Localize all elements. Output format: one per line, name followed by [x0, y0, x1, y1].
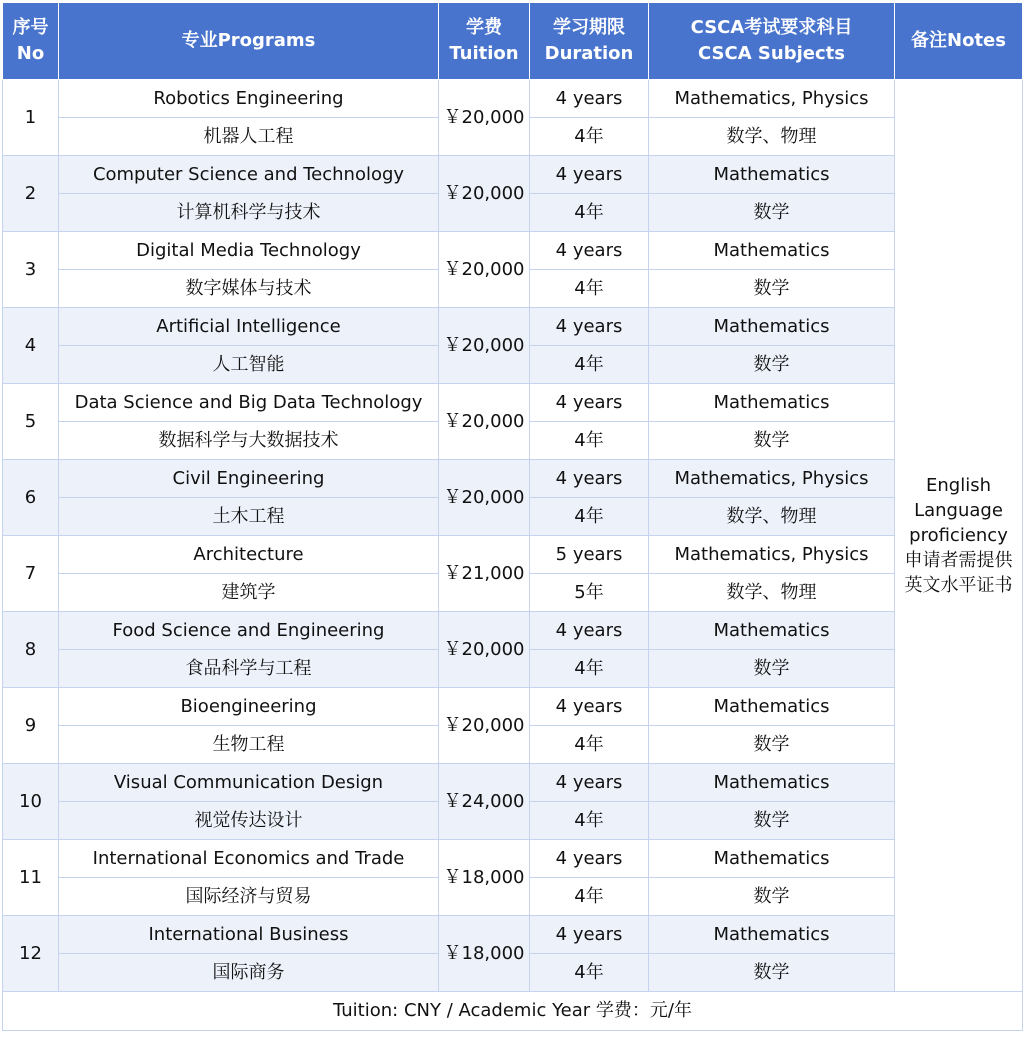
tuition-cell: ￥20,000: [439, 308, 530, 384]
subjects-en: Mathematics: [649, 840, 895, 878]
row-number: 3: [3, 232, 59, 308]
subjects-cn: 数学: [649, 954, 895, 992]
header-notes: 备注Notes: [895, 3, 1023, 80]
header-subjects: CSCA考试要求科目 CSCA Subjects: [649, 3, 895, 80]
table-header: [3, 3, 1023, 80]
row-number: 10: [3, 764, 59, 840]
program-name-cn: 数据科学与大数据技术: [59, 422, 439, 460]
subjects-cn: 数学: [649, 650, 895, 688]
duration-en: 4 years: [530, 764, 649, 802]
duration-en: 5 years: [530, 536, 649, 574]
program-name-en: Food Science and Engineering: [59, 612, 439, 650]
program-name-en: Civil Engineering: [59, 460, 439, 498]
duration-cn: 4年: [530, 954, 649, 992]
subjects-cn: 数学: [649, 346, 895, 384]
tuition-cell: ￥20,000: [439, 232, 530, 308]
table-row: [3, 156, 1023, 194]
tuition-cell: ￥18,000: [439, 916, 530, 992]
tuition-footnote: Tuition: CNY / Academic Year 学费：元/年: [3, 992, 1023, 1031]
subjects-en: Mathematics: [649, 156, 895, 194]
duration-en: 4 years: [530, 840, 649, 878]
program-name-cn: 生物工程: [59, 726, 439, 764]
program-name-en: Bioengineering: [59, 688, 439, 726]
row-number: 9: [3, 688, 59, 764]
program-name-cn: 机器人工程: [59, 118, 439, 156]
program-name-cn: 人工智能: [59, 346, 439, 384]
duration-en: 4 years: [530, 612, 649, 650]
duration-cn: 4年: [530, 118, 649, 156]
duration-cn: 4年: [530, 422, 649, 460]
tuition-cell: ￥24,000: [439, 764, 530, 840]
header-tuition: 学费 Tuition: [439, 3, 530, 80]
program-name-cn: 数字媒体与技术: [59, 270, 439, 308]
duration-cn: 4年: [530, 270, 649, 308]
subjects-en: Mathematics: [649, 688, 895, 726]
tuition-cell: ￥18,000: [439, 840, 530, 916]
duration-cn: 4年: [530, 346, 649, 384]
table-row: [3, 612, 1023, 650]
program-name-en: Data Science and Big Data Technology: [59, 384, 439, 422]
table-row: [3, 80, 1023, 118]
tuition-cell: ￥20,000: [439, 688, 530, 764]
notes-line: 英文水平证书: [904, 575, 1013, 596]
duration-en: 4 years: [530, 384, 649, 422]
table-row: [3, 688, 1023, 726]
table-row: [3, 916, 1023, 954]
row-number: 2: [3, 156, 59, 232]
duration-cn: 4年: [530, 650, 649, 688]
program-name-en: Artificial Intelligence: [59, 308, 439, 346]
notes-line: Language: [914, 500, 1003, 521]
program-name-en: Computer Science and Technology: [59, 156, 439, 194]
program-name-cn: 建筑学: [59, 574, 439, 612]
subjects-en: Mathematics: [649, 764, 895, 802]
subjects-en: Mathematics, Physics: [649, 536, 895, 574]
tuition-cell: ￥20,000: [439, 460, 530, 536]
subjects-en: Mathematics: [649, 232, 895, 270]
subjects-cn: 数学: [649, 802, 895, 840]
duration-en: 4 years: [530, 232, 649, 270]
programs-table: [2, 2, 1023, 1031]
footer-row: [3, 992, 1023, 1031]
subjects-en: Mathematics: [649, 916, 895, 954]
duration-cn: 5年: [530, 574, 649, 612]
duration-cn: 4年: [530, 878, 649, 916]
subjects-cn: 数学、物理: [649, 574, 895, 612]
table-row: [3, 764, 1023, 802]
duration-cn: 4年: [530, 194, 649, 232]
program-name-cn: 食品科学与工程: [59, 650, 439, 688]
table-row: [3, 460, 1023, 498]
program-name-cn: 国际经济与贸易: [59, 878, 439, 916]
subjects-en: Mathematics: [649, 308, 895, 346]
table-row: [3, 384, 1023, 422]
row-number: 8: [3, 612, 59, 688]
table-row: [3, 840, 1023, 878]
row-number: 12: [3, 916, 59, 992]
duration-en: 4 years: [530, 916, 649, 954]
duration-en: 4 years: [530, 308, 649, 346]
header-no: 序号 No: [3, 3, 59, 80]
row-number: 5: [3, 384, 59, 460]
header-program: 专业Programs: [59, 3, 439, 80]
header-duration: 学习期限 Duration: [530, 3, 649, 80]
row-number: 4: [3, 308, 59, 384]
tuition-cell: ￥20,000: [439, 156, 530, 232]
program-name-en: Visual Communication Design: [59, 764, 439, 802]
program-name-cn: 土木工程: [59, 498, 439, 536]
tuition-cell: ￥20,000: [439, 612, 530, 688]
duration-cn: 4年: [530, 498, 649, 536]
subjects-en: Mathematics: [649, 384, 895, 422]
subjects-en: Mathematics: [649, 612, 895, 650]
subjects-en: Mathematics, Physics: [649, 460, 895, 498]
duration-en: 4 years: [530, 80, 649, 118]
subjects-cn: 数学、物理: [649, 498, 895, 536]
program-name-en: Robotics Engineering: [59, 80, 439, 118]
table-body: [3, 80, 1023, 1031]
notes-line: proficiency: [909, 525, 1008, 546]
notes-line: English: [926, 475, 991, 496]
subjects-cn: 数学: [649, 422, 895, 460]
subjects-cn: 数学: [649, 194, 895, 232]
duration-en: 4 years: [530, 460, 649, 498]
table-row: [3, 308, 1023, 346]
program-name-en: Digital Media Technology: [59, 232, 439, 270]
subjects-en: Mathematics, Physics: [649, 80, 895, 118]
tuition-cell: ￥20,000: [439, 384, 530, 460]
duration-cn: 4年: [530, 726, 649, 764]
notes-line: 申请者需提供: [904, 550, 1013, 571]
subjects-cn: 数学: [649, 270, 895, 308]
table-row: [3, 232, 1023, 270]
row-number: 7: [3, 536, 59, 612]
subjects-cn: 数学: [649, 878, 895, 916]
program-name-en: International Business: [59, 916, 439, 954]
program-name-cn: 国际商务: [59, 954, 439, 992]
table-row: [3, 536, 1023, 574]
duration-en: 4 years: [530, 688, 649, 726]
row-number: 6: [3, 460, 59, 536]
program-name-cn: 计算机科学与技术: [59, 194, 439, 232]
row-number: 11: [3, 840, 59, 916]
subjects-cn: 数学、物理: [649, 118, 895, 156]
duration-cn: 4年: [530, 802, 649, 840]
notes-cell: [895, 80, 1023, 992]
program-name-en: International Economics and Trade: [59, 840, 439, 878]
tuition-cell: ￥20,000: [439, 80, 530, 156]
subjects-cn: 数学: [649, 726, 895, 764]
tuition-cell: ￥21,000: [439, 536, 530, 612]
program-name-en: Architecture: [59, 536, 439, 574]
duration-en: 4 years: [530, 156, 649, 194]
row-number: 1: [3, 80, 59, 156]
program-name-cn: 视觉传达设计: [59, 802, 439, 840]
